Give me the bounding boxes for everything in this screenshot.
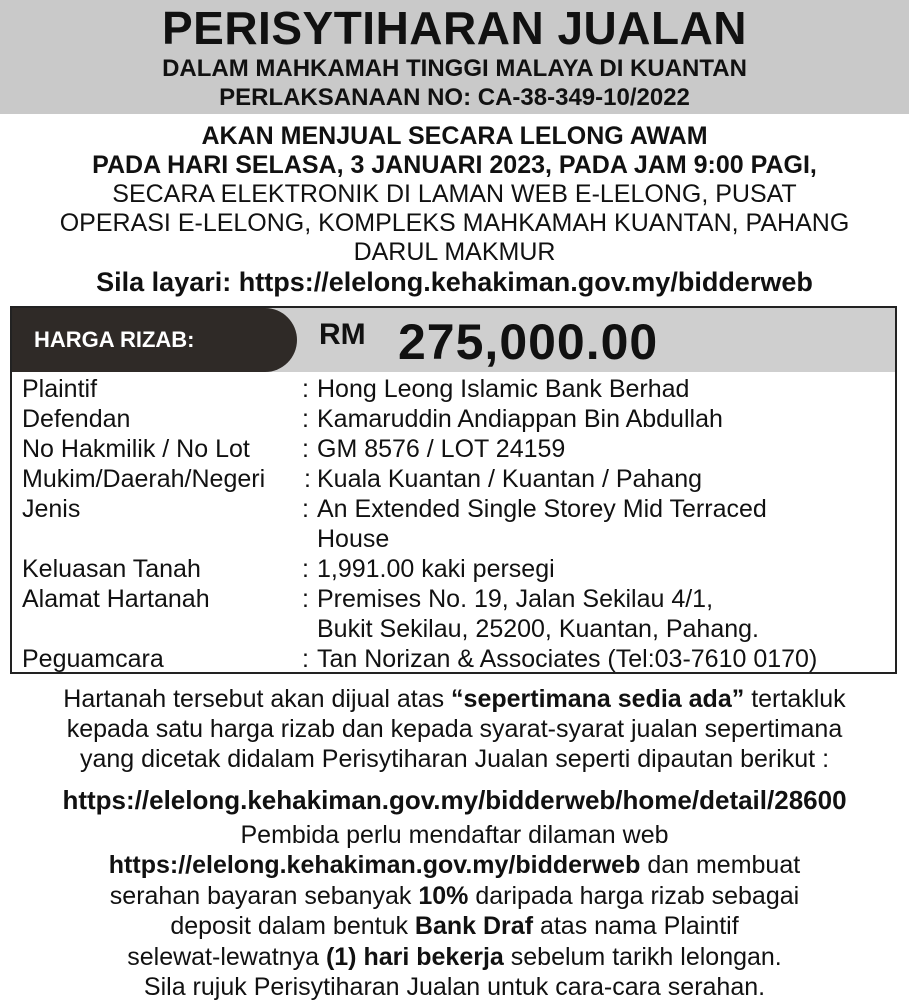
terms-line-1 — [0, 684, 909, 714]
auction-venue-line-3: DARUL MAKMUR — [353, 238, 556, 266]
bidder-text: daripada harga rizab sebagai — [468, 882, 800, 910]
reserve-amount: 275,000.00 — [398, 314, 659, 370]
deposit-form: Bank Draf — [414, 912, 534, 940]
detail-key: Peguamcara — [22, 645, 164, 673]
auction-venue-line-1: SECARA ELEKTRONIK DI LAMAN WEB E-LELONG, PUSAT — [112, 180, 797, 208]
bidder-text: selewat-lewatnya — [127, 943, 326, 971]
terms-line-2: kepada satu harga rizab dan kepada syarat-syarat jualan sepertimana — [66, 715, 843, 743]
terms-text: tertakluk — [744, 685, 846, 713]
detail-colon: : — [302, 555, 309, 583]
detail-key: Keluasan Tanah — [22, 555, 201, 583]
reserve-currency: RM — [319, 318, 366, 351]
detail-key: Alamat Hartanah — [22, 585, 210, 613]
detail-key: Jenis — [22, 495, 81, 523]
notice-header — [0, 0, 909, 114]
detail-key: Plaintif — [22, 375, 98, 403]
bidder-line-6: Sila rujuk Perisytiharan Jualan untuk cara-cara serahan. — [143, 973, 766, 1001]
reserve-price-band — [12, 308, 895, 372]
detail-colon: : — [302, 405, 309, 433]
bidder-link[interactable]: https://elelong.kehakiman.gov.my/bidderweb — [108, 851, 641, 879]
detail-colon: : — [302, 645, 309, 673]
detail-link[interactable]: https://elelong.kehakiman.gov.my/bidderweb/home/detail/28600 — [62, 785, 847, 815]
deadline: (1) hari bekerja — [325, 943, 504, 971]
auction-line-1: AKAN MENJUAL SECARA LELONG AWAM — [201, 122, 708, 150]
bidder-text: serahan bayaran sebanyak — [109, 882, 419, 910]
court-name: DALAM MAHKAMAH TINGGI MALAYA DI KUANTAN — [162, 55, 747, 82]
bidder-line-4 — [0, 911, 909, 941]
detail-value: Kamaruddin Andiappan Bin Abdullah — [317, 405, 723, 433]
terms-text: Hartanah tersebut akan dijual atas — [63, 685, 452, 713]
notice-title: PERISYTIHARAN JUALAN — [161, 2, 748, 54]
detail-colon: : — [302, 495, 309, 523]
bidder-text: deposit dalam bentuk — [170, 912, 415, 940]
property-details-box — [10, 306, 897, 674]
bidder-line-1: Pembida perlu mendaftar dilaman web — [240, 821, 669, 849]
detail-value: Premises No. 19, Jalan Sekilau 4/1, — [317, 585, 714, 613]
reserve-price-tab — [12, 308, 297, 372]
detail-value-cont: House — [317, 525, 390, 553]
detail-colon: : — [302, 435, 309, 463]
bidder-line-5 — [0, 942, 909, 972]
detail-value: Kuala Kuantan / Kuantan / Pahang — [317, 465, 703, 493]
detail-value: GM 8576 / LOT 24159 — [317, 435, 566, 463]
reserve-price-label: HARGA RIZAB: — [34, 327, 195, 352]
detail-value: An Extended Single Storey Mid Terraced — [317, 495, 767, 523]
detail-colon: : — [302, 585, 309, 613]
bidder-text: sebelum tarikh lelongan. — [503, 943, 782, 971]
terms-line-3: yang dicetak didalam Perisytiharan Jualan seperti dipautan berikut : — [79, 745, 830, 773]
detail-value: Hong Leong Islamic Bank Berhad — [317, 375, 690, 403]
detail-colon: : — [302, 375, 309, 403]
detail-key: No Hakmilik / No Lot — [22, 435, 250, 463]
visit-link[interactable]: Sila layari: https://elelong.kehakiman.gov.my/bidderweb — [96, 267, 813, 297]
detail-key: Defendan — [22, 405, 131, 433]
bidder-text: dan membuat — [640, 851, 801, 879]
terms-emphasis: “sepertimana sedia ada” — [451, 685, 745, 713]
detail-key: Mukim/Daerah/Negeri — [22, 465, 266, 493]
bidder-line-3 — [0, 881, 909, 911]
bidder-line-2 — [0, 850, 909, 880]
bidder-text: atas nama Plaintif — [533, 912, 739, 940]
case-number: PERLAKSANAAN NO: CA-38-349-10/2022 — [219, 84, 690, 111]
auction-venue-line-2: OPERASI E-LELONG, KOMPLEKS MAHKAMAH KUANTAN, PAHANG — [59, 209, 850, 237]
detail-value: Tan Norizan & Associates (Tel:03-7610 0170) — [317, 645, 818, 673]
detail-value-cont: Bukit Sekilau, 25200, Kuantan, Pahang. — [317, 615, 759, 643]
deposit-percent: 10% — [418, 882, 469, 910]
detail-colon: : — [304, 465, 311, 493]
auction-date-line: PADA HARI SELASA, 3 JANUARI 2023, PADA JAM 9:00 PAGI, — [92, 151, 817, 179]
detail-value: 1,991.00 kaki persegi — [317, 555, 555, 583]
